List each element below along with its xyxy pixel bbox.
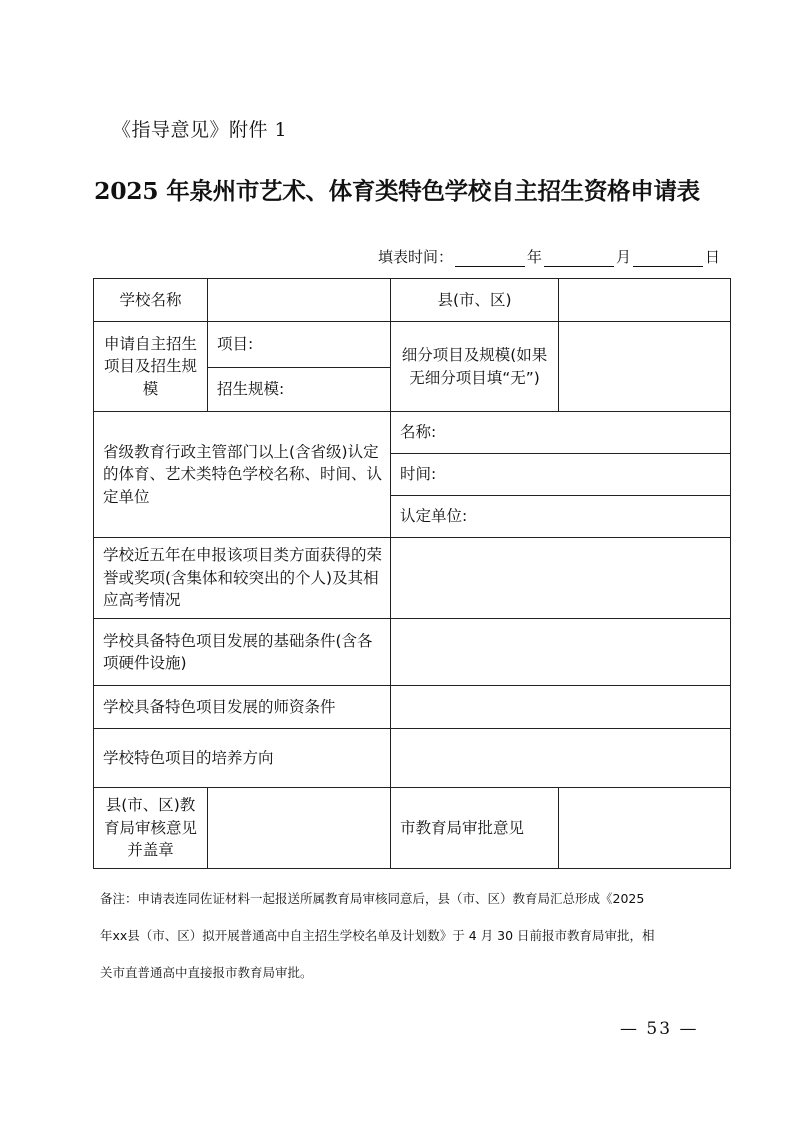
project-scale-label: 申请自主招生项目及招生规模	[94, 322, 208, 412]
city-approval-field[interactable]	[559, 788, 731, 869]
county-review-label: 县(市、区)教育局审核意见并盖章	[94, 788, 208, 869]
cert-time-field[interactable]: 时间:	[391, 454, 731, 496]
month-label: 月	[615, 248, 631, 266]
remarks-note	[100, 880, 730, 991]
basic-conditions-label: 学校具备特色项目发展的基础条件(含各项硬件设施)	[94, 619, 391, 686]
remarks-line: 年xx县（市、区）拟开展普通高中自主招生学校名单及计划数》于 4 月 30 日前报市教育局审批，相	[100, 928, 655, 943]
application-form-table	[93, 278, 731, 869]
fill-date-row	[378, 246, 720, 267]
sub-project-field[interactable]	[559, 322, 731, 412]
project-field[interactable]: 项目:	[208, 322, 391, 368]
school-name-label: 学校名称	[94, 279, 208, 322]
attachment-label: 《指导意见》附件 1	[112, 119, 288, 141]
page-number: — 53 —	[620, 1019, 699, 1039]
training-label: 学校特色项目的培养方向	[94, 729, 391, 788]
honors-field[interactable]	[391, 538, 731, 619]
cert-name-field[interactable]: 名称:	[391, 412, 731, 454]
year-blank[interactable]	[455, 250, 525, 267]
certification-label: 省级教育行政主管部门以上(含省级)认定的体育、艺术类特色学校名称、时间、认定单位	[94, 412, 391, 538]
page-title: 2025 年泉州市艺术、体育类特色学校自主招生资格申请表	[94, 177, 700, 205]
day-label: 日	[704, 248, 720, 266]
enrollment-scale-field[interactable]: 招生规模:	[208, 368, 391, 412]
honors-label: 学校近五年在申报该项目类方面获得的荣誉或奖项(含集体和较突出的个人)及其相应高考情况	[94, 538, 391, 619]
city-approval-label: 市教育局审批意见	[391, 788, 559, 869]
cert-unit-field[interactable]: 认定单位:	[391, 496, 731, 538]
faculty-field[interactable]	[391, 686, 731, 729]
sub-project-label: 细分项目及规模(如果无细分项目填“无”)	[391, 322, 559, 412]
school-name-field[interactable]	[208, 279, 391, 322]
basic-conditions-field[interactable]	[391, 619, 731, 686]
county-field[interactable]	[559, 279, 731, 322]
fill-date-label: 填表时间：	[377, 248, 453, 266]
year-label: 年	[526, 248, 542, 266]
county-review-field[interactable]	[208, 788, 391, 869]
remarks-line: 关市直普通高中直接报市教育局审批。	[100, 965, 313, 980]
remarks-line: 备注：申请表连同佐证材料一起报送所属教育局审核同意后，县（市、区）教育局汇总形成《2025	[100, 891, 645, 906]
faculty-label: 学校具备特色项目发展的师资条件	[94, 686, 391, 729]
day-blank[interactable]	[633, 250, 703, 267]
month-blank[interactable]	[544, 250, 614, 267]
training-field[interactable]	[391, 729, 731, 788]
county-label: 县(市、区)	[391, 279, 559, 322]
